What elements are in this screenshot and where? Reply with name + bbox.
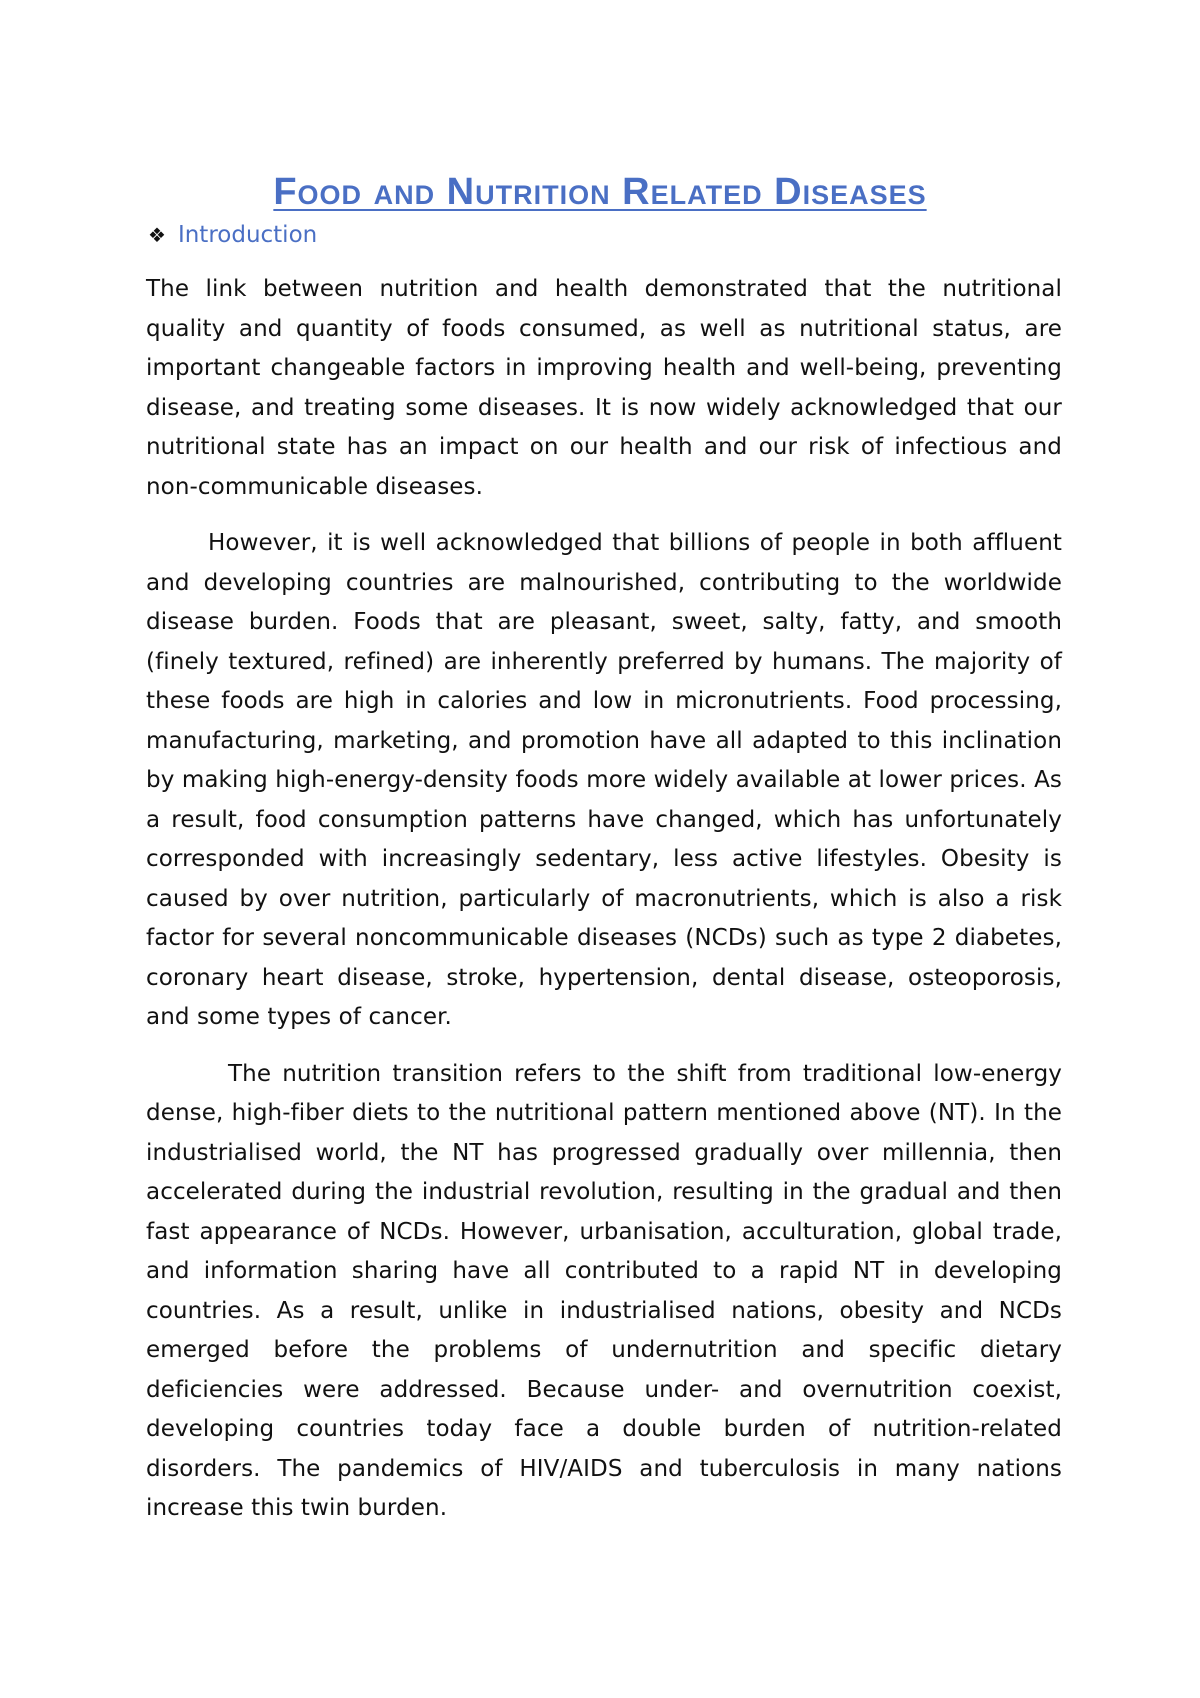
section-heading-introduction: [148, 218, 317, 252]
document-body: [146, 270, 1062, 1529]
four-petal-diamond-icon: ❖: [148, 223, 166, 247]
document-title: Food and Nutrition Related Diseases: [273, 171, 927, 213]
paragraph-2: However, it is well acknowledged that billions of people in both affluent and developing countries are malnourished, contributing to the worldwide disease burden. Foods that are pleasant, sweet, salty, fatty, and smooth (finely textured, refined) are inherently preferred by humans. The majority of these foods are high in calories and low in micronutrients. Food processing, manufacturing, marketing, and promotion have all adapted to this inclination by making high-energy-density foods more widely available at lower prices. As a result, food consumption patterns have changed, which has unfortunately corresponded with increasingly sedentary, less active lifestyles. Obesity is caused by over nutrition, particularly of macronutrients, which is also a risk factor for several noncommunicable diseases (NCDs) such as type 2 diabetes, coronary heart disease, stroke, hypertension, dental disease, osteoporosis, and some types of cancer.: [146, 530, 1062, 1030]
section-heading-label: Introduction: [177, 222, 318, 248]
paragraph-3: The nutrition transition refers to the shift from traditional low-energy dense, high-fiber diets to the nutritional pattern mentioned above (NT). In the industrialised world, the NT has progressed gradually over millennia, then accelerated during the industrial revolution, resulting in the gradual and then fast appearance of NCDs. However, urbanisation, acculturation, global trade, and information sharing have all contributed to a rapid NT in developing countries. As a result, unlike in industrialised nations, obesity and NCDs emerged before the problems of undernutrition and specific dietary deficiencies were addressed. Because under- and overnutrition coexist, developing countries today face a double burden of nutrition-related disorders. The pandemics of HIV/AIDS and tuberculosis in many nations increase this twin burden.: [146, 1060, 1062, 1521]
paragraph-1: The link between nutrition and health demonstrated that the nutritional quality and quantity of foods consumed, as well as nutritional status, are important changeable factors in improving health and well-being, preventing disease, and treating some diseases. It is now widely acknowledged that our nutritional state has an impact on our health and our risk of infectious and non-communicable diseases.: [146, 276, 1062, 500]
